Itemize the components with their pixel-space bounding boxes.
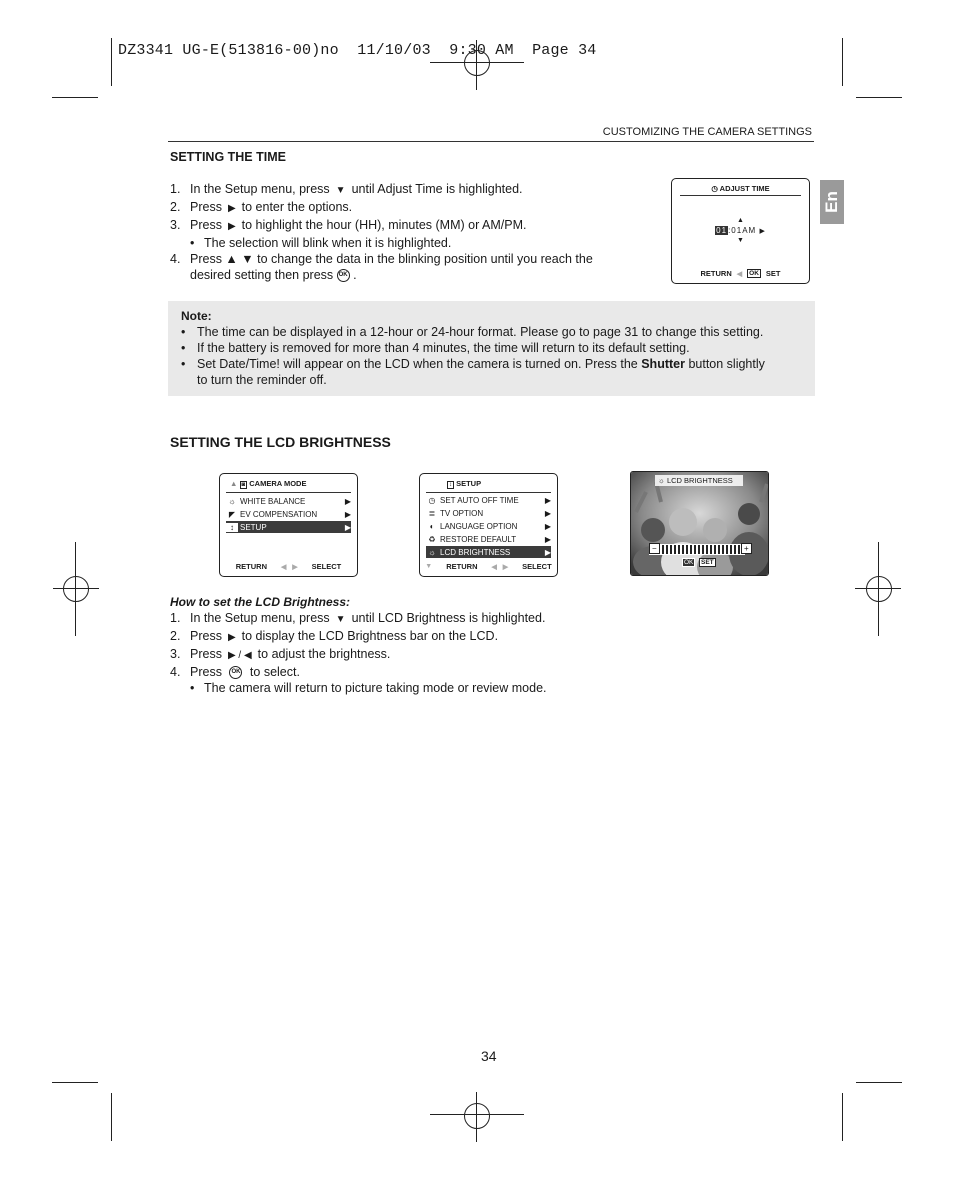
brightness-steps [170, 610, 640, 696]
restore-icon: ♻ [428, 534, 436, 544]
menu-item-language: ◐ LANGUAGE OPTION ▶ [426, 520, 551, 532]
photo-label: LCD BRIGHTNESS [666, 476, 733, 485]
plus-icon: + [741, 543, 752, 554]
menu-item-restore-default: ♻ RESTORE DEFAULT ▶ [426, 533, 551, 545]
lcd-set: SET [765, 269, 781, 278]
step-4: 4. Press ▲ ▼ to change the data in the blinking position until you reach the desired setting then press OK . [170, 252, 593, 282]
menu-item-tv-option: ≣ TV OPTION ▶ [426, 507, 551, 519]
note-title: Note: [181, 309, 212, 323]
down-arrow-icon: ▼ [335, 614, 346, 625]
page-number: 34 [481, 1048, 497, 1064]
crop-mark [111, 38, 112, 86]
note-box [168, 301, 815, 396]
lcd-return: RETURN [700, 269, 732, 278]
lcd-camera-mode-menu [219, 473, 358, 577]
down-arrow-icon: ▼ [425, 563, 433, 570]
lcd-setup-menu [419, 473, 558, 577]
up-arrow-icon: ▲ [230, 479, 238, 488]
menu-select: SELECT [522, 562, 552, 571]
step-1: 1. In the Setup menu, press ▼ until LCD Brightness is highlighted. [170, 610, 640, 628]
ok-icon: OK [684, 559, 694, 566]
registration-circle [63, 576, 89, 602]
tv-icon: ≣ [428, 508, 436, 518]
brightness-icon: ☼ [658, 476, 665, 485]
left-arrow-icon: ◀ ▶ [281, 563, 298, 571]
note-item: • Set Date/Time! will appear on the LCD when the camera is turned on. Press the Shutter button slightly to turn the reminder off. [181, 357, 765, 387]
section-title-lcd-brightness: SETTING THE LCD BRIGHTNESS [170, 434, 391, 450]
right-arrow-icon: ▶ [227, 203, 236, 214]
clock-icon: ◷ [711, 184, 718, 193]
menu-title: SETUP [456, 479, 482, 488]
crop-mark [111, 1093, 112, 1141]
right-arrow-icon: ▶ [544, 534, 551, 544]
left-arrow-icon: ◀ ▶ [491, 563, 509, 571]
note-item: • The time can be displayed in a 12-hour or 24-hour format. Please go to page 31 to change this setting. [181, 325, 764, 339]
step-4: 4. Press OK to select. [170, 665, 300, 679]
step-2: 2. Press ▶ to display the LCD Brightness bar on the LCD. [170, 628, 640, 646]
brightness-icon: ☼ [428, 547, 436, 557]
ok-button-icon: OK [337, 269, 350, 282]
time-display: 01:01AM ▶ [716, 226, 766, 235]
ok-icon: OK [749, 270, 759, 277]
right-arrow-icon: ▶ [227, 632, 236, 643]
down-arrow-icon: ▼ [737, 237, 744, 244]
left-right-arrow-icon: ▶ / ◀ [227, 650, 252, 661]
menu-return: RETURN [235, 562, 268, 571]
header-rule [168, 141, 814, 142]
menu-return: RETURN [446, 562, 478, 571]
setup-icon: ↕ [449, 482, 452, 488]
crop-mark [842, 38, 843, 86]
lcd-adjust-time [671, 178, 810, 284]
language-icon: ◐ [429, 521, 435, 531]
menu-item-auto-off: ◷ SET AUTO OFF TIME ▶ [426, 494, 551, 506]
crop-mark [52, 1082, 98, 1083]
timer-icon: ◷ [428, 495, 436, 505]
step-2: 2. Press ▶ to enter the options. [170, 199, 640, 217]
registration-circle [464, 1103, 490, 1129]
menu-item-white-balance: ☼ WHITE BALANCE ▶ [226, 495, 351, 507]
step-3: 3. Press ▶ / ◀ to adjust the brightness. [170, 646, 640, 664]
time-steps [170, 181, 640, 283]
registration-circle [866, 576, 892, 602]
minus-icon: − [649, 543, 660, 554]
right-arrow-icon: ▶ [344, 509, 351, 519]
right-arrow-icon: ▶ [759, 228, 766, 235]
menu-item-lcd-brightness: ☼ LCD BRIGHTNESS ▶ [426, 546, 551, 558]
camera-icon: ◙ [241, 482, 246, 488]
language-tab: En [820, 180, 844, 224]
lcd-title: ADJUST TIME [719, 184, 770, 193]
section-title-time: SETTING THE TIME [170, 150, 286, 164]
lcd-brightness-photo [630, 471, 769, 576]
crop-mark [52, 97, 98, 98]
setup-icon: ↕ [226, 523, 238, 532]
down-arrow-icon: ▼ [335, 185, 346, 196]
brightness-bar [649, 544, 745, 555]
menu-select: SELECT [311, 562, 342, 571]
menu-item-setup: ↕ SETUP ▶ [226, 521, 351, 533]
right-arrow-icon: ▶ [544, 547, 551, 557]
step-3: 3. Press ▶ to highlight the hour (HH), minutes (MM) or AM/PM. [170, 217, 640, 235]
right-arrow-icon: ▶ [344, 496, 351, 506]
step-4-bullet: • The camera will return to picture taking mode or review mode. [190, 681, 547, 695]
menu-item-ev-compensation: ◤ EV COMPENSATION ▶ [226, 508, 351, 520]
crop-mark [856, 97, 902, 98]
left-arrow-icon: ◀ [736, 270, 743, 278]
right-arrow-icon: ▶ [344, 522, 351, 532]
crop-mark [842, 1093, 843, 1141]
step-3-bullet: • The selection will blink when it is highlighted. [190, 236, 452, 250]
right-arrow-icon: ▶ [544, 495, 551, 505]
set-label: SET [701, 559, 714, 566]
note-item: • If the battery is removed for more than 4 minutes, the time will return to its default setting. [181, 341, 690, 355]
print-header: DZ3341 UG-E(513816-00)no 11/10/03 9:30 AM Page 34 [118, 42, 597, 59]
up-arrow-icon: ▲ [737, 217, 744, 224]
white-balance-icon: ☼ [228, 496, 236, 506]
ev-icon: ◤ [228, 509, 236, 519]
step-1: 1. In the Setup menu, press ▼ until Adjust Time is highlighted. [170, 181, 640, 199]
right-arrow-icon: ▶ [544, 508, 551, 518]
crop-mark [856, 1082, 902, 1083]
right-arrow-icon: ▶ [544, 521, 551, 531]
running-head: CUSTOMIZING THE CAMERA SETTINGS [602, 126, 812, 138]
howto-title: How to set the LCD Brightness: [170, 595, 351, 609]
right-arrow-icon: ▶ [227, 221, 236, 232]
ok-button-icon: OK [229, 666, 242, 679]
menu-title: CAMERA MODE [249, 479, 307, 488]
